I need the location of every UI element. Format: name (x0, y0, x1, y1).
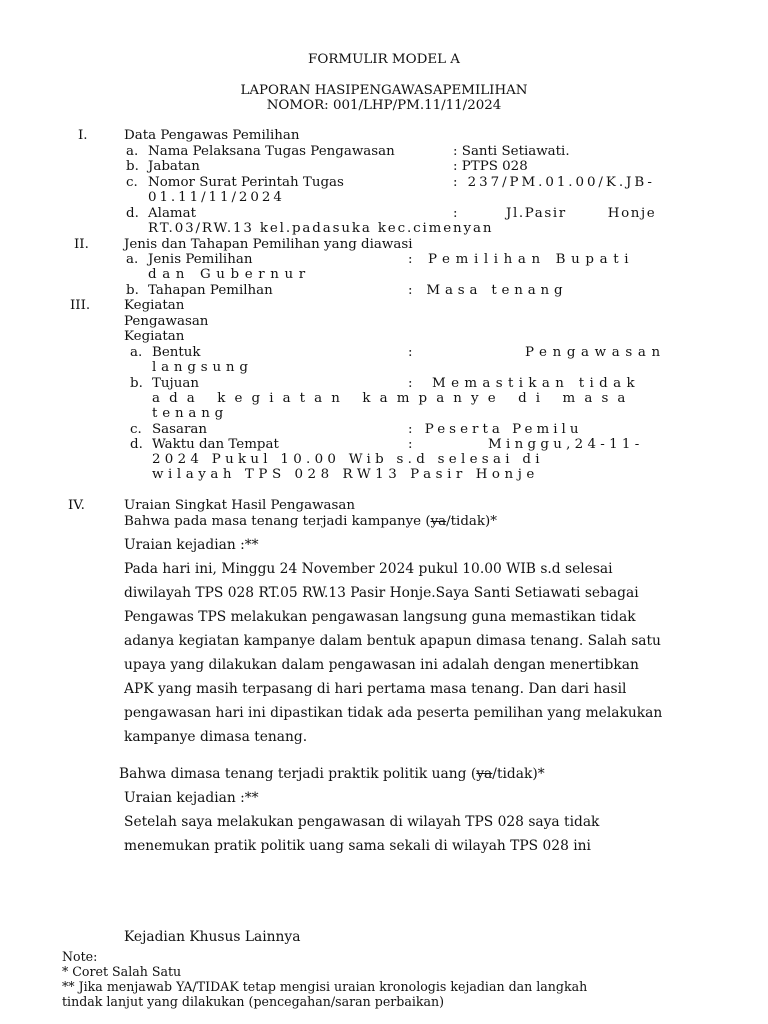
item-letter: d. (130, 437, 143, 452)
field-label: Tahapan Pemilhan (148, 283, 273, 298)
paragraph-line: menemukan pratik politik uang sama sekali di wilayah TPS 028 ini (124, 838, 591, 854)
item-letter: b. (126, 283, 139, 298)
report-number: NOMOR: 001/LHP/PM.11/11/2024 (266, 98, 502, 113)
field-colon: : (408, 345, 413, 360)
field-value: Memastikan tidak (432, 376, 640, 391)
item-letter: b. (130, 376, 143, 391)
uraian-label: Uraian kejadian :** (124, 790, 259, 806)
paragraph-line: Pada hari ini, Minggu 24 November 2024 pukul 10.00 WIB s.d selesai (124, 561, 613, 577)
form-label: FORMULIR MODEL A (308, 52, 460, 67)
paragraph-line: pengawasan hari ini dipastikan tidak ada peserta pemilihan yang melakukan (124, 705, 663, 721)
field-label: Sasaran (152, 422, 208, 437)
question-campaign: Bahwa pada masa tenang terjadi kampanye (ya/tidak)* (124, 514, 497, 529)
field-label: Jenis Pemilihan (148, 252, 253, 267)
item-letter: c. (126, 175, 138, 190)
paragraph-line: diwilayah TPS 028 RT.05 RW.13 Pasir Honje.Saya Santi Setiawati sebagai (124, 585, 639, 601)
note-line: tindak lanjut yang dilakukan (pencegahan/saran perbaikan) (62, 994, 445, 1009)
field-value-continued: wilayah TPS 028 RW13 Pasir Honje (152, 467, 539, 482)
note-title: Note: (62, 949, 98, 964)
field-value: : Jl.Pasir Honje (453, 206, 657, 221)
note-line: * Coret Salah Satu (62, 964, 182, 979)
field-label: Nama Pelaksana Tugas Pengawasan (148, 144, 395, 159)
report-title: LAPORAN HASIPENGAWASAPEMILIHAN (240, 83, 528, 98)
item-letter: a. (126, 252, 139, 267)
field-value: : Masa tenang (408, 283, 568, 298)
section-4-number: IV. (68, 498, 85, 513)
field-value-continued: RT.03/RW.13 kel.padasuka kec.cimenyan (148, 221, 494, 236)
section-2-number: II. (74, 237, 89, 252)
paragraph-line: Pengawas TPS melakukan pengawasan langsung guna memastikan tidak (124, 609, 636, 625)
field-label: Bentuk (152, 345, 201, 360)
paragraph-line: Setelah saya melakukan pengawasan di wilayah TPS 028 saya tidak (124, 814, 600, 830)
field-value: : Peserta Pemilu (408, 422, 583, 437)
section-4-title: Uraian Singkat Hasil Pengawasan (124, 498, 355, 513)
field-value: : PTPS 028 (453, 159, 528, 174)
field-value: : Santi Setiawati. (453, 144, 570, 159)
field-label: Alamat (148, 206, 196, 221)
field-label: Waktu dan Tempat (152, 437, 279, 452)
field-label: Tujuan (152, 376, 199, 391)
field-value-continued: langsung (152, 360, 253, 375)
field-value-continued: dan Gubernur (148, 267, 311, 282)
item-letter: c. (130, 422, 142, 437)
field-label: Nomor Surat Perintah Tugas (148, 175, 344, 190)
paragraph-line: APK yang masih terpasang di hari pertama masa tenang. Dan dari hasil (124, 681, 627, 697)
uraian-label: Uraian kejadian :** (124, 537, 259, 553)
section-2-title: Jenis dan Tahapan Pemilihan yang diawasi (124, 237, 413, 252)
field-value: : Pemilihan Bupati (408, 252, 635, 267)
paragraph-line: kampanye dimasa tenang. (124, 729, 308, 745)
section-3-title: Kegiatan (124, 298, 185, 313)
item-letter: b. (126, 159, 139, 174)
section-1-title: Data Pengawas Pemilihan (124, 128, 300, 143)
item-letter: a. (130, 345, 143, 360)
item-letter: d. (126, 206, 139, 221)
section-3-number: III. (70, 298, 91, 313)
field-value: : 237/PM.01.00/K.JB- (453, 175, 655, 190)
field-colon: : (408, 376, 413, 391)
struck-option: ya (476, 766, 493, 782)
item-letter: a. (126, 144, 139, 159)
field-value-continued: 01.11/11/2024 (148, 190, 285, 205)
field-value-continued: ada kegiatan kampanye di masa (152, 391, 635, 406)
section-1-number: I. (78, 128, 88, 143)
field-label: Jabatan (148, 159, 200, 174)
paragraph-line: upaya yang dilakukan dalam pengawasan ini adalah dengan menertibkan (124, 657, 639, 673)
section-3-subtitle: Pengawasan (124, 314, 209, 329)
field-value-continued: 2024 Pukul 10.00 Wib s.d selesai di (152, 452, 544, 467)
field-value: Minggu,24-11- (488, 437, 644, 452)
field-value-continued: tenang (152, 406, 229, 421)
paragraph-line: adanya kegiatan kampanye dalam bentuk apapun dimasa tenang. Salah satu (124, 633, 661, 649)
question-money-politics: Bahwa dimasa tenang terjadi praktik politik uang (ya/tidak)* (119, 766, 545, 782)
section-3-subtitle: Kegiatan (124, 329, 185, 344)
struck-option: ya (430, 514, 447, 529)
field-colon: : (408, 437, 413, 452)
other-incidents-heading: Kejadian Khusus Lainnya (124, 929, 301, 945)
note-line: ** Jika menjawab YA/TIDAK tetap mengisi uraian kronologis kejadian dan langkah (62, 979, 588, 994)
field-value: Pengawasan (525, 345, 666, 360)
